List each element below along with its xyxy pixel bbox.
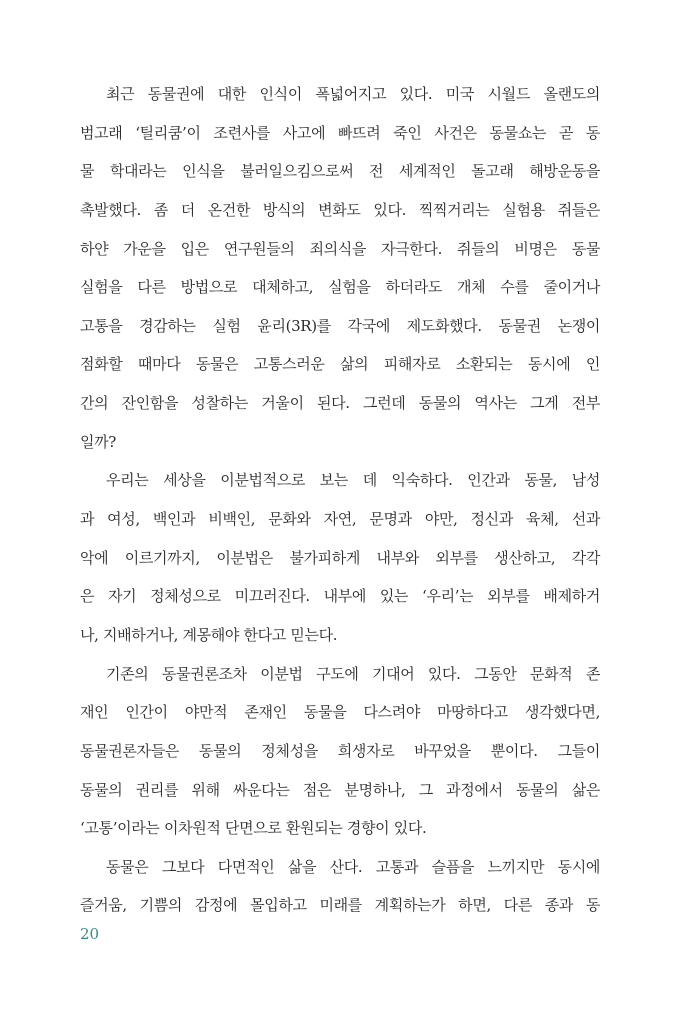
text-line: 재인 인간이 야만적 존재인 동물을 다스려야 마땅하다고 생각했다면, <box>80 703 600 722</box>
text-line: 과 여성, 백인과 비백인, 문화와 자연, 문명과 야만, 정신과 육체, 선과 <box>80 510 600 529</box>
page-number: 20 <box>80 925 100 943</box>
text-line: 점화할 때마다 동물은 고통스러운 삶의 피해자로 소환되는 동시에 인 <box>80 355 600 374</box>
text-line: 실험을 다른 방법으로 대체하고, 실험을 하더라도 개체 수를 줄이거나 <box>80 278 600 297</box>
text-line: 일까? <box>80 432 116 451</box>
text-line: 물 학대라는 인식을 불러일으킴으로써 전 세계적인 돌고래 해방운동을 <box>80 162 600 181</box>
paragraph-2 <box>80 461 600 654</box>
paragraph-4 <box>80 848 600 925</box>
text-line: 촉발했다. 좀 더 온건한 방식의 변화도 있다. 찍찍거리는 실험용 쥐들은 <box>80 200 600 219</box>
text-line: 범고래 ‘틸리쿰’이 조련사를 사고에 빠뜨려 죽인 사건은 동물쇼는 곧 동 <box>80 123 600 142</box>
text-line: 기존의 동물권론조차 이분법 구도에 기대어 있다. 그동안 문화적 존 <box>106 664 600 683</box>
text-line: 즐거움, 기쁨의 감정에 몰입하고 미래를 계획하는가 하면, 다른 종과 동 <box>80 896 600 915</box>
text-line: 은 자기 정체성으로 미끄러진다. 내부에 있는 ‘우리’는 외부를 배제하거 <box>80 587 600 606</box>
text-line: 나, 지배하거나, 계몽해야 한다고 믿는다. <box>80 625 338 644</box>
text-line: 최근 동물권에 대한 인식이 폭넓어지고 있다. 미국 시월드 올랜도의 <box>106 85 600 103</box>
text-line: 우리는 세상을 이분법적으로 보는 데 익숙하다. 인간과 동물, 남성 <box>106 471 600 490</box>
text-line: 고통을 경감하는 실험 윤리(3R)를 각국에 제도화했다. 동물권 논쟁이 <box>80 316 600 335</box>
text-line: 동물은 그보다 다면적인 삶을 산다. 고통과 슬픔을 느끼지만 동시에 <box>106 857 600 876</box>
text-line: 동물권론자들은 동물의 정체성을 희생자로 바꾸었을 뿐이다. 그들이 <box>80 741 600 760</box>
paragraph-1 <box>80 75 600 461</box>
text-line: 간의 잔인함을 성찰하는 거울이 된다. 그런데 동물의 역사는 그게 전부 <box>80 394 600 413</box>
body-text <box>80 75 600 925</box>
text-line: 악에 이르기까지, 이분법은 불가피하게 내부와 외부를 생산하고, 각각 <box>80 548 600 567</box>
paragraph-3 <box>80 655 600 848</box>
text-line: ‘고통’이라는 이차원적 단면으로 환원되는 경향이 있다. <box>80 819 427 838</box>
text-line: 하얀 가운을 입은 연구원들의 죄의식을 자극한다. 쥐들의 비명은 동물 <box>80 239 600 258</box>
text-line: 동물의 권리를 위해 싸운다는 점은 분명하나, 그 과정에서 동물의 삶은 <box>80 780 600 799</box>
